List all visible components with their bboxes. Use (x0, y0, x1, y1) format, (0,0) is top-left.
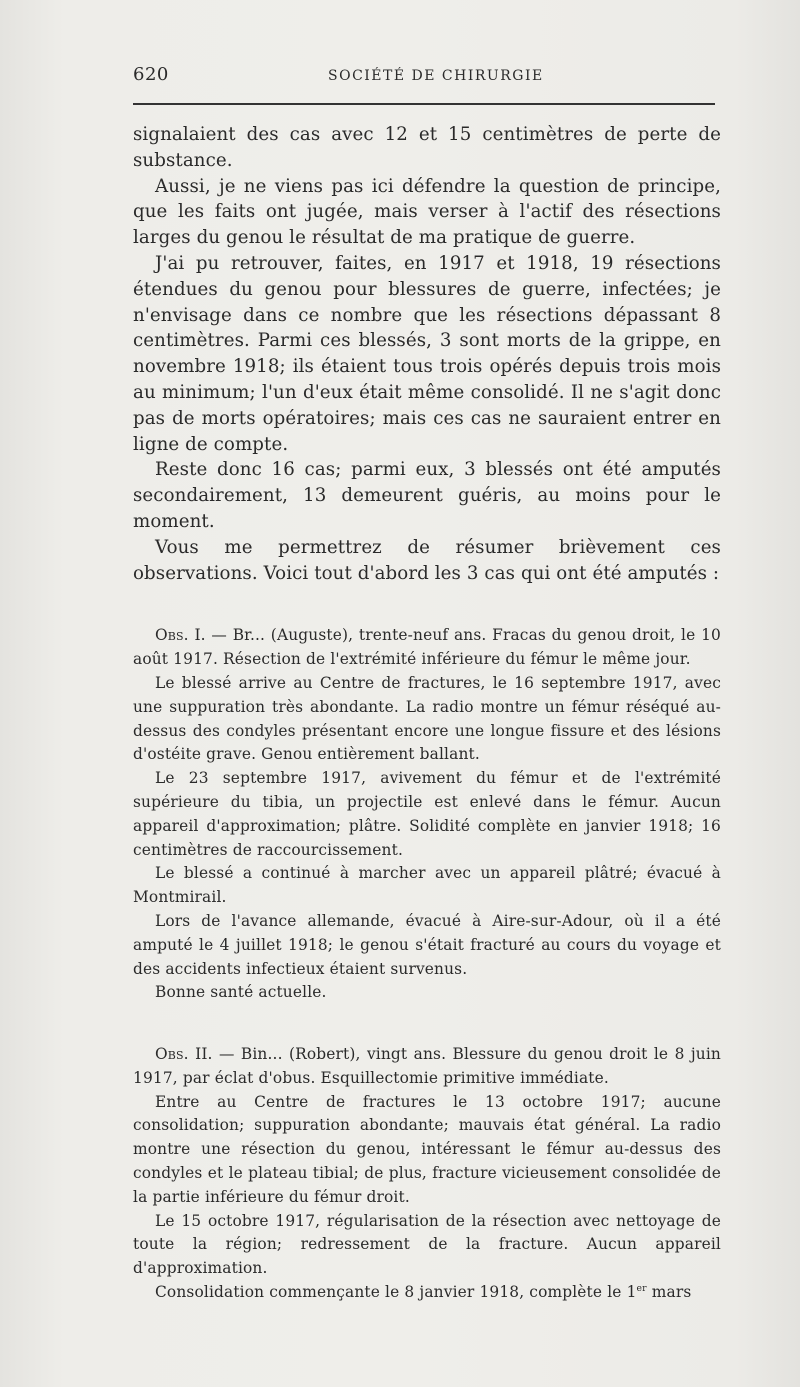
paragraph-continuation: signalaient des cas avec 12 et 15 centimètres de perte de substance. (133, 124, 721, 171)
obs1-intro-text: — Br... (Auguste), trente-neuf ans. Fracas du genou droit, le 10 août 1917. Résection de l'extrémité inférieure du fémur le même jour. (133, 626, 721, 669)
obs2-paragraph: Le 15 octobre 1917, régularisation de la résection avec nettoyage de toute la région; redressement de la fracture. Aucun appareil d'approximation. (133, 1211, 721, 1278)
obs1-intro (133, 624, 721, 672)
body-text (133, 122, 721, 1305)
obs2-intro (133, 1043, 721, 1091)
section-spacer (133, 1005, 721, 1043)
obs1-label: Obs. I. (155, 626, 206, 645)
obs2-superscript: er (636, 1282, 647, 1294)
observation-1 (133, 624, 721, 1005)
page-header (133, 62, 718, 90)
obs2-paragraph: Entre au Centre de fractures le 13 octobre 1917; aucune consolidation; suppuration abondante; mauvais état général. La radio montre une résection du genou, intéressant le fémur au-dessus des condyles et le plateau tibial; de plus, fracture vicieusement consolidée de la partie inférieure du fémur droit. (133, 1092, 721, 1206)
paragraph-cases: J'ai pu retrouver, faites, en 1917 et 1918, 19 résections étendues du genou pour blessures de guerre, infectées; je n'envisage dans ce nombre que les résections dépassant 8 centimètres. Parmi ces blessés, 3 sont morts de la grippe, en novembre 1918; ils étaient tous trois opérés depuis trois mois au minimum; l'un d'eux était même consolidé. Il ne s'agit donc pas de morts opératoires; mais ces cas ne sauraient entrer en ligne de compte. (133, 252, 721, 455)
running-title: SOCIÉTÉ DE CHIRURGIE (328, 68, 544, 84)
obs2-last-line-start: Consolidation commençante le 8 janvier 1918, complète le 1 (155, 1283, 637, 1302)
paragraph-principle: Aussi, je ne viens pas ici défendre la question de principe, que les faits ont jugée, mais verser à l'actif des résections larges du genou le résultat de ma pratique de guerre. (133, 175, 721, 249)
obs1-paragraph: Le blessé a continué à marcher avec un appareil plâtré; évacué à Montmirail. (133, 864, 721, 907)
page-number: 620 (133, 64, 169, 85)
obs1-paragraph: Le blessé arrive au Centre de fractures, le 16 septembre 1917, avec une suppuration très abondante. La radio montre un fémur réséqué au-dessus des condyles présentant encore une longue fissure et des lésions d'ostéite grave. Genou entièrement ballant. (133, 673, 721, 764)
obs2-paragraph (133, 1281, 721, 1305)
observation-2 (133, 1043, 721, 1305)
paragraph-remaining: Reste donc 16 cas; parmi eux, 3 blessés ont été amputés secondairement, 13 demeurent guéris, au moins pour le moment. (133, 459, 721, 532)
obs2-intro-text: — Bin... (Robert), vingt ans. Blessure du genou droit le 8 juin 1917, par éclat d'obus. Esquillectomie primitive immédiate. (133, 1045, 721, 1087)
paragraph-summary: Vous me permettrez de résumer brièvement ces observations. Voici tout d'abord les 3 cas qui ont été amputés : (133, 536, 721, 584)
obs2-label: Obs. II. (155, 1045, 213, 1064)
header-rule (133, 103, 715, 105)
obs1-paragraph: Bonne santé actuelle. (155, 983, 327, 1002)
obs1-paragraph: Le 23 septembre 1917, avivement du fémur et de l'extrémité supérieure du tibia, un projectile est enlevé dans le fémur. Aucun appareil d'approximation; plâtre. Solidité complète en janvier 1918; 16 centimètres de raccourcissement. (133, 769, 721, 859)
obs2-last-line-end: mars (646, 1283, 692, 1302)
obs1-paragraph: Lors de l'avance allemande, évacué à Aire-sur-Adour, où il a été amputé le 4 juillet 1918; le genou s'était fracturé au cours du voyage et des accidents infectieux étaient survenus. (133, 911, 721, 978)
section-spacer (133, 586, 721, 624)
